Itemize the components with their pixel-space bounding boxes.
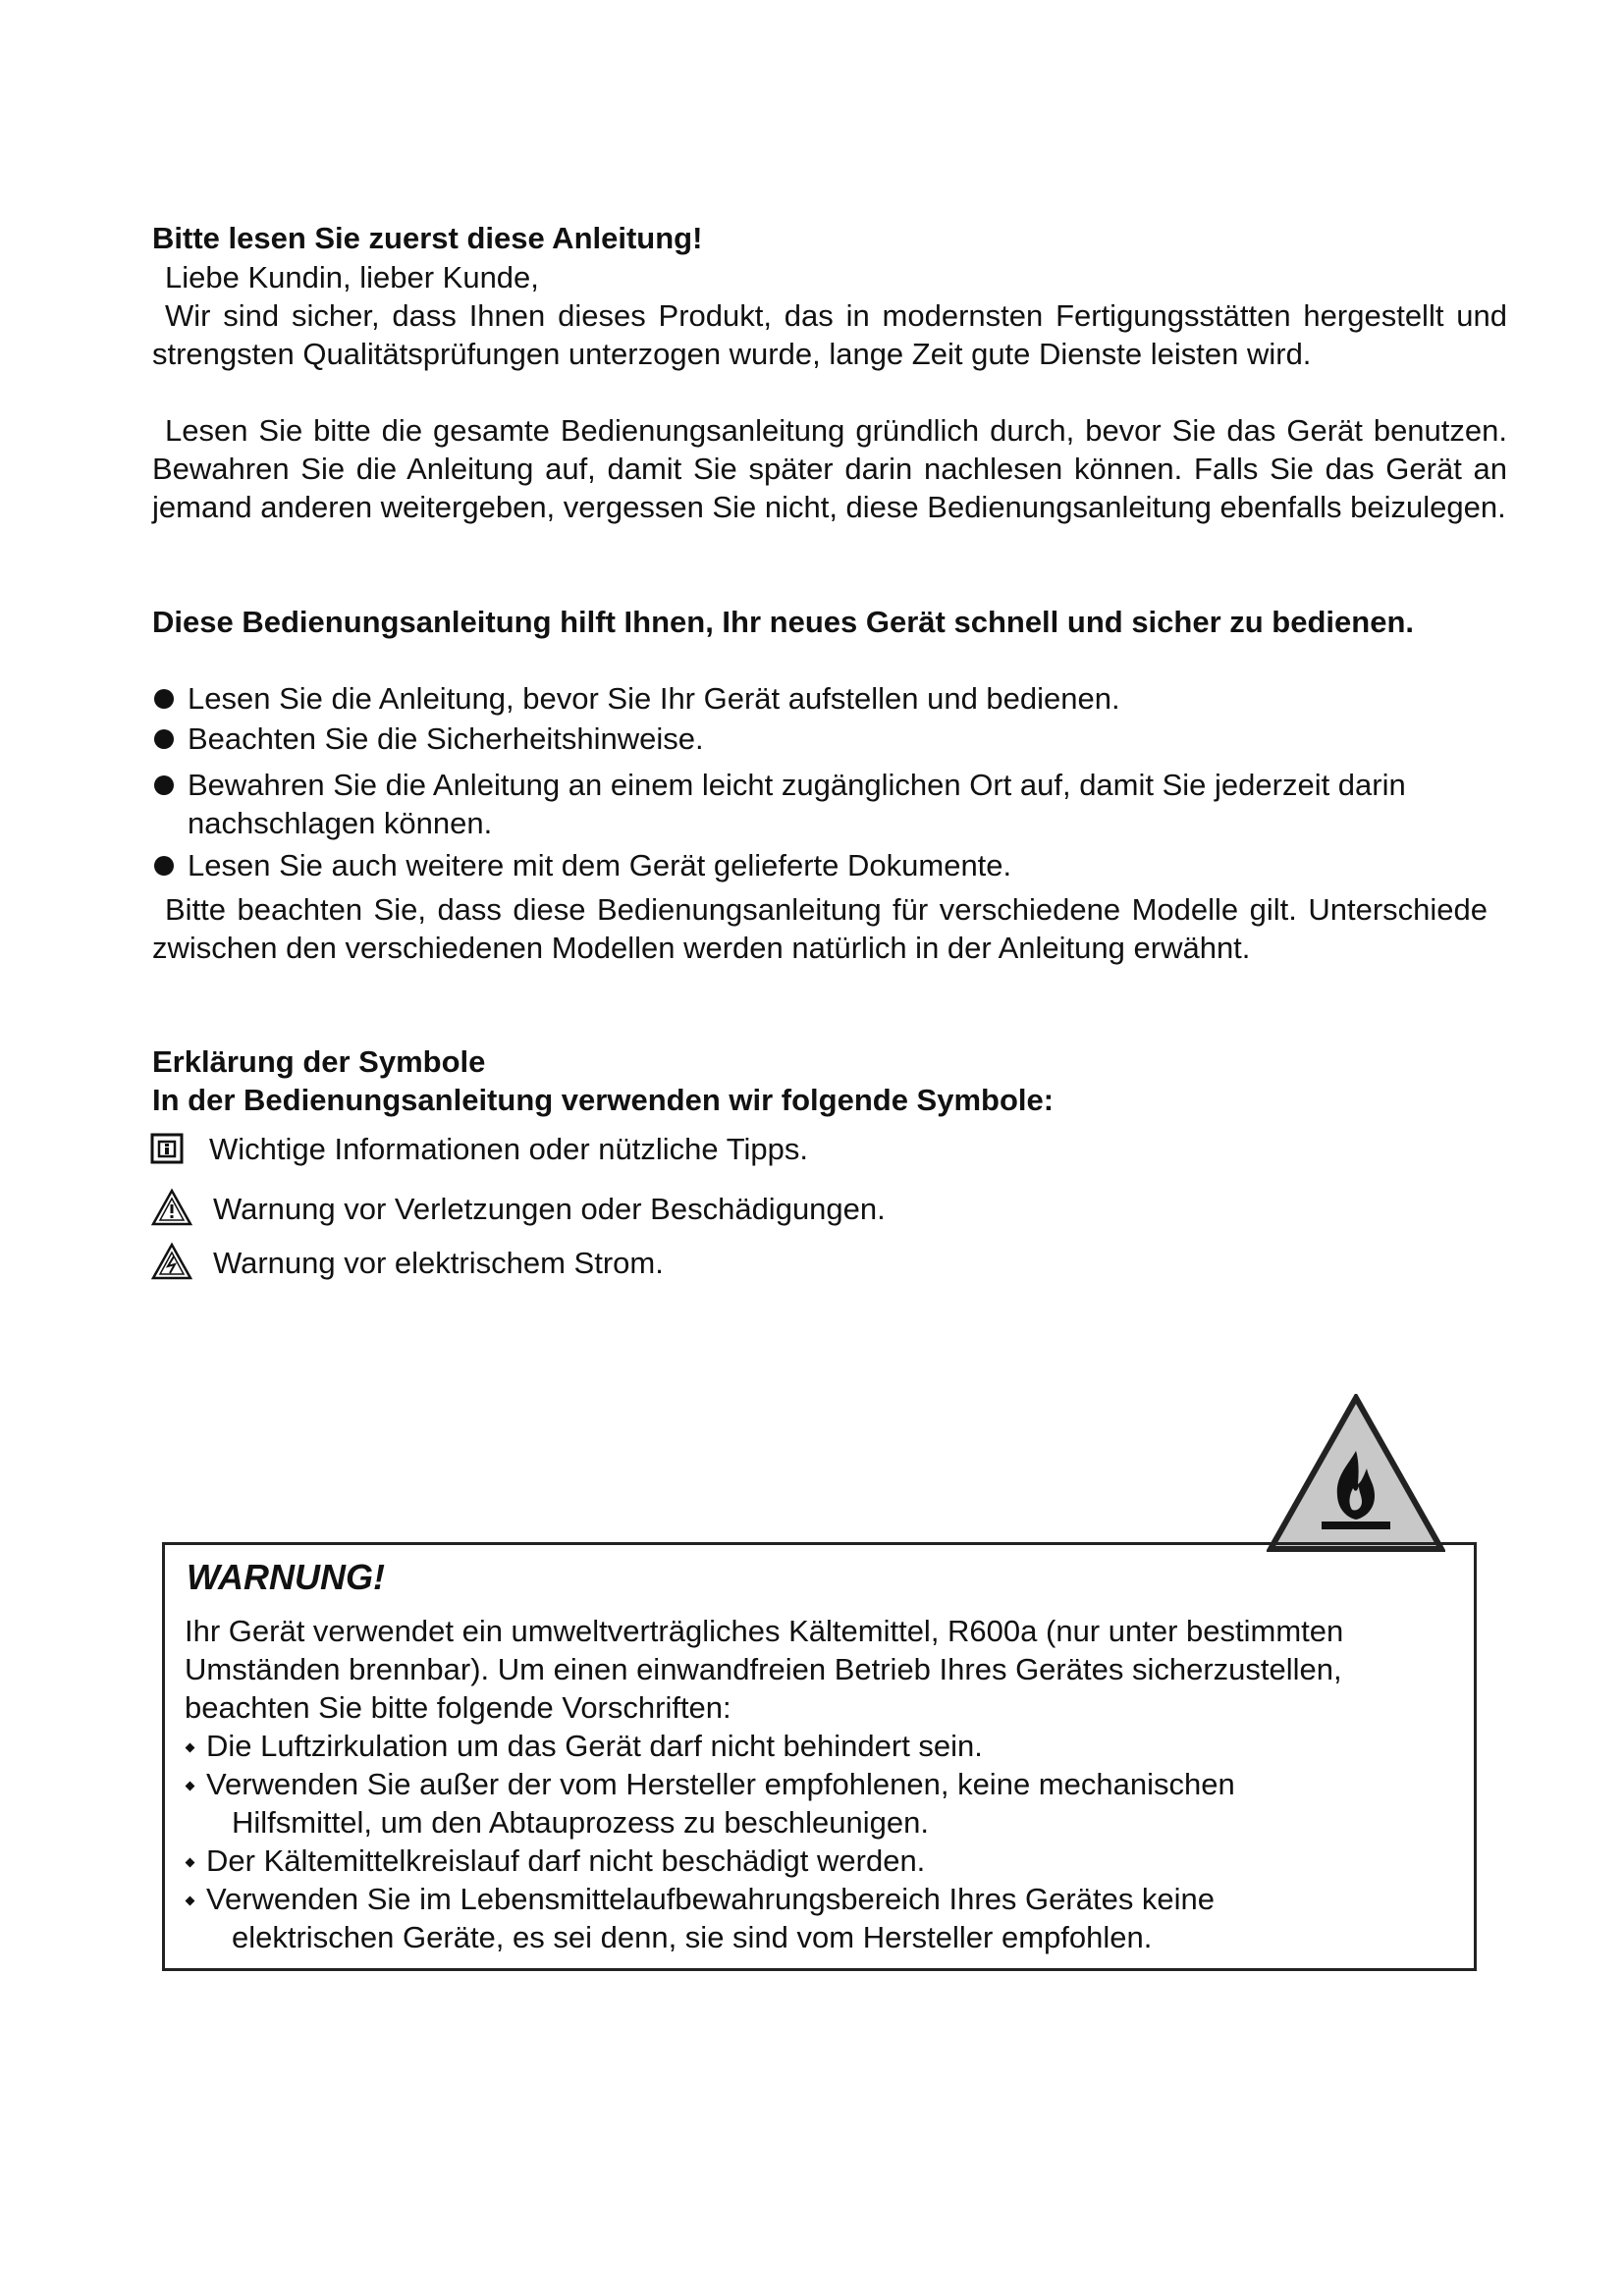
bullet-diamond <box>186 1858 195 1868</box>
bullet-dot <box>154 856 174 876</box>
bullet-dot <box>154 729 174 749</box>
warning-box <box>162 1542 1477 1971</box>
list-item: Verwenden Sie im Lebensmittelaufbewahrungsbereich Ihres Gerätes keine elektrischen Geräte, es sei denn, sie sind vom Hersteller empfohlen. <box>185 1880 1461 1956</box>
symbol-row-warning: Warnung vor Verletzungen oder Beschädigungen. <box>150 1190 886 1228</box>
help-bullet-list <box>152 679 1507 884</box>
models-note: Bitte beachten Sie, dass diese Bedienungsanleitung für verschiedene Modelle gilt. Unterschiede zwischen den verschiedenen Modellen werden natürlich in der Anleitung erwähnt. <box>152 892 1488 965</box>
list-item: Beachten Sie die Sicherheitshinweise. <box>152 720 1507 758</box>
list-item: Verwenden Sie außer der vom Hersteller empfohlenen, keine mechanischen Hilfsmittel, um den Abtauprozess zu beschleunigen. <box>185 1765 1461 1842</box>
greeting: Liebe Kundin, lieber Kunde, <box>165 260 539 294</box>
symbol-row-electric: Warnung vor elektrischem Strom. <box>150 1244 664 1282</box>
list-item: Lesen Sie auch weitere mit dem Gerät gelieferte Dokumente. <box>152 846 1507 884</box>
bullet-diamond <box>186 1896 195 1906</box>
list-item: Lesen Sie die Anleitung, bevor Sie Ihr Gerät aufstellen und bedienen. <box>152 679 1507 718</box>
intro-paragraph-1: Wir sind sicher, dass Ihnen dieses Produkt, das in modernsten Fertigungsstätten hergestellt und strengsten Qualitätsprüfungen unterzogen wurde, lange Zeit gute Dienste leisten wird. <box>152 298 1507 371</box>
list-item: Bewahren Sie die Anleitung an einem leicht zugänglichen Ort auf, damit Sie jederzeit darin nachschlagen können. <box>152 766 1484 842</box>
info-icon <box>150 1133 184 1164</box>
warning-body <box>185 1612 1461 1956</box>
intro-heading: Bitte lesen Sie zuerst diese Anleitung! <box>152 221 703 255</box>
symbols-heading: Erklärung der Symbole <box>152 1044 486 1079</box>
warning-intro: Ihr Gerät verwendet ein umweltverträgliches Kältemittel, R600a (nur unter bestimmten Umständen brennbar). Um einen einwandfreien Betrieb Ihres Gerätes sicherzustellen, beachten Sie bitte folgende Vorschriften: <box>185 1614 1344 1725</box>
warning-triangle-icon <box>150 1188 193 1227</box>
symbols-subheading: In der Bedienungsanleitung verwenden wir folgende Symbole: <box>152 1083 1055 1117</box>
symbol-row-info: Wichtige Informationen oder nützliche Tipps. <box>150 1130 808 1168</box>
flammable-warning-icon <box>1267 1394 1445 1553</box>
list-item: Der Kältemittelkreislauf darf nicht beschädigt werden. <box>185 1842 1461 1880</box>
electric-warning-icon <box>150 1242 193 1281</box>
bullet-diamond <box>186 1743 195 1753</box>
warning-title: WARNUNG! <box>187 1557 385 1597</box>
bullet-dot <box>154 775 174 795</box>
bullet-diamond <box>186 1782 195 1791</box>
list-item: Die Luftzirkulation um das Gerät darf nicht behindert sein. <box>185 1727 1461 1765</box>
help-heading: Diese Bedienungsanleitung hilft Ihnen, Ihr neues Gerät schnell und sicher zu bedienen. <box>152 605 1415 639</box>
bullet-dot <box>154 689 174 709</box>
intro-paragraph-2: Lesen Sie bitte die gesamte Bedienungsanleitung gründlich durch, bevor Sie das Gerät benutzen. Bewahren Sie die Anleitung auf, damit Sie später darin nachlesen können. Falls Sie das Gerät an jemand anderen weitergeben, vergessen Sie nicht, diese Bedienungsanleitung ebenfalls beizulegen. <box>152 413 1507 524</box>
